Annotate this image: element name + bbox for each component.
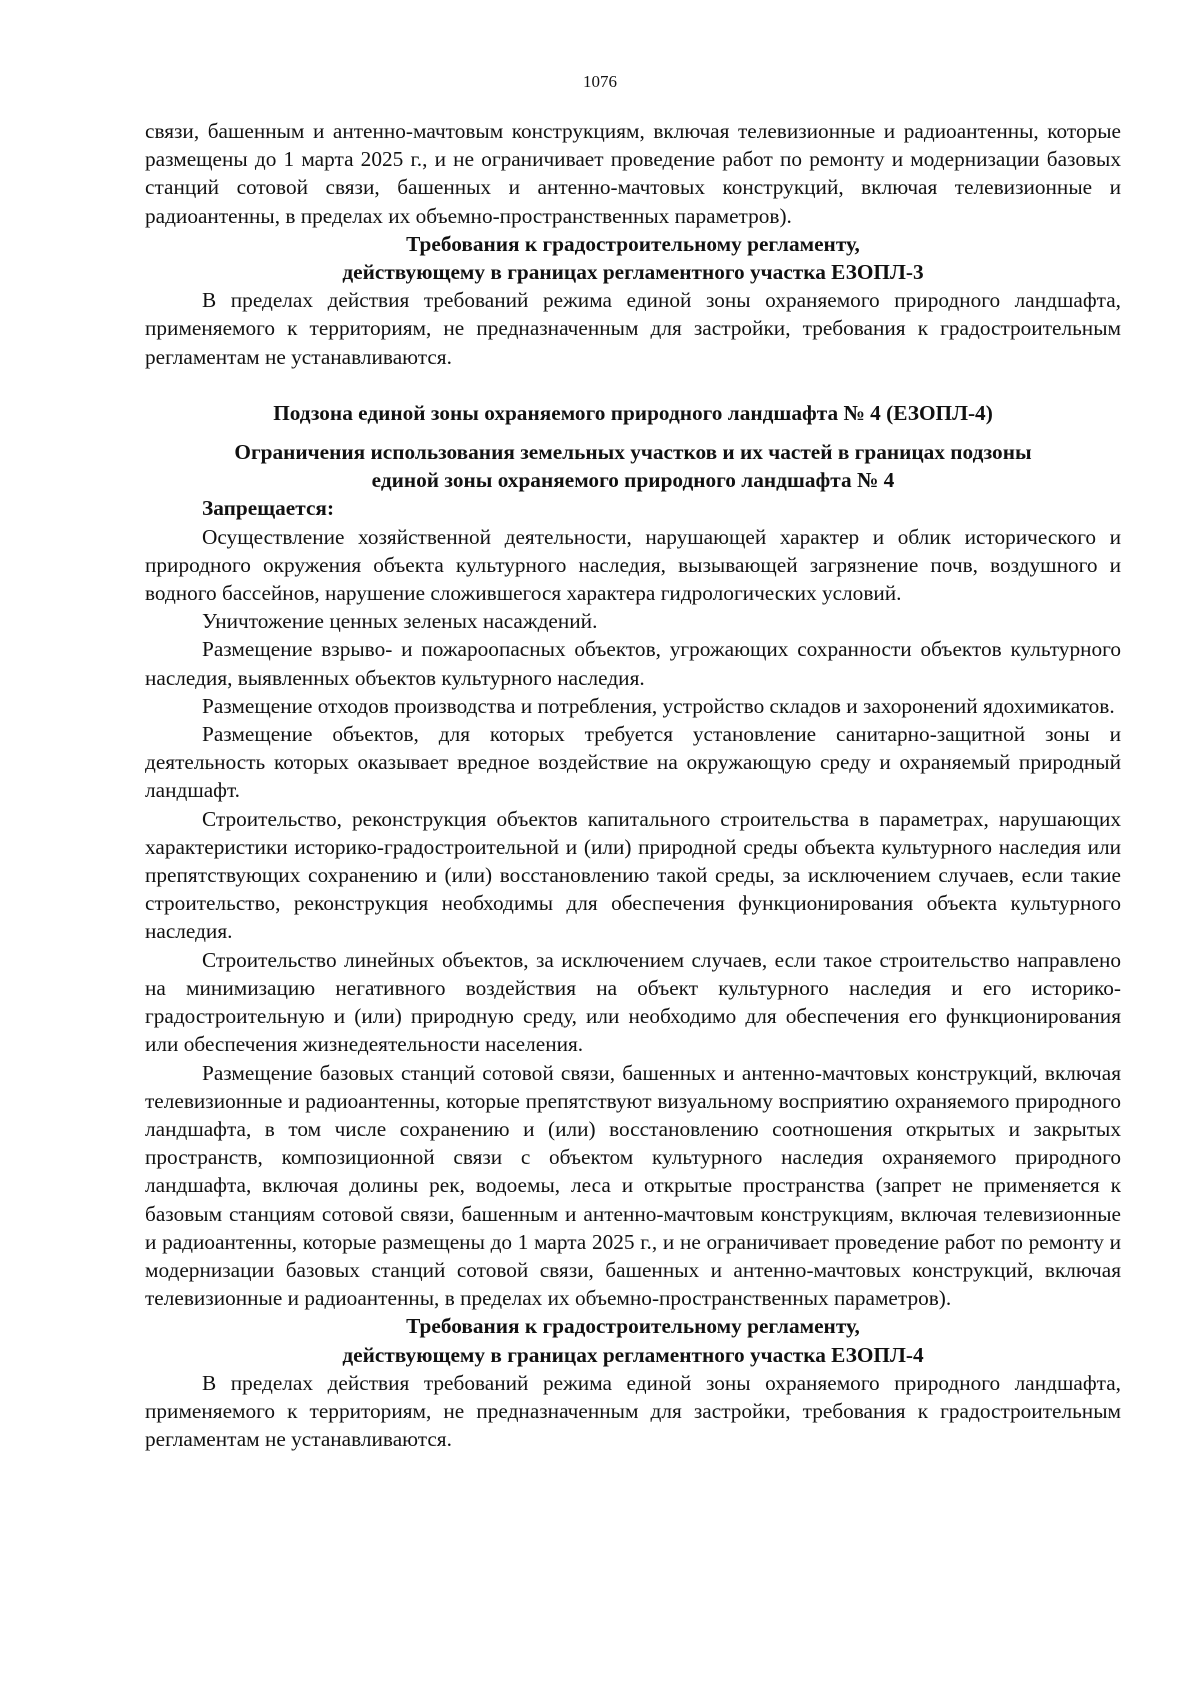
requirements-heading-ezopl-3-line-2: действующему в границах регламентного участка ЕЗОПЛ-3 [342,260,924,285]
requirements-text-ezopl-4: В пределах действия требований режима единой зоны охраняемого природного ландшафта, применяемого к территориям, не предназначенным для застройки, требования к градостроительным регламентам не устанавливаются. [145,1370,1121,1452]
document-body [145,117,1121,1453]
restrictions-heading-line-2: единой зоны охраняемого природного ландшафта № 4 [371,468,895,493]
requirements-heading-ezopl-4-line-2: действующему в границах регламентного участка ЕЗОПЛ-4 [342,1342,924,1367]
requirements-heading-ezopl-4-line-1: Требования к градостроительному регламенту, [406,1314,860,1339]
requirements-heading-ezopl-3-line-1: Требования к градостроительному регламенту, [406,231,860,256]
prohibition-item: Размещение базовых станций сотовой связи, башенных и антенно-мачтовых конструкций, включая телевизионные и радиоантенны, которые препятствуют визуальному восприятию охраняемого природного ландшафта, в том числе сохранению и (или) восстановлению соотношения открытых и закрытых пространств, композиционной связи с объектом культурного наследия охраняемого природного ландшафта, включая долины рек, водоемы, леса и открытые пространства (запрет не применяется к базовым станциям сотовой связи, башенным и антенно-мачтовым конструкциям, включая телевизионные и радиоантенны, которые размещены до 1 марта 2025 г., и не ограничивает проведение работ по ремонту и модернизации базовых станций сотовой связи, башенных и антенно-мачтовых конструкций, включая телевизионные и радиоантенны, в пределах их объемно-пространственных параметров). [145,1060,1121,1311]
prohibition-item: Размещение отходов производства и потребления, устройство складов и захоронений ядохимикатов. [202,693,1115,718]
page-number: 1076 [583,72,617,91]
spacer [145,371,1121,399]
prohibition-item: Осуществление хозяйственной деятельности, нарушающей характер и облик исторического и природного окружения объекта культурного наследия, вызывающей загрязнение почв, воздушного и водного бассейнов, нарушение сложившегося характера гидрологических условий. [145,524,1121,606]
requirements-text-ezopl-3: В пределах действия требований режима единой зоны охраняемого природного ландшафта, применяемого к территориям, не предназначенным для застройки, требования к градостроительным регламентам не устанавливаются. [145,288,1121,369]
prohibition-item: Размещение объектов, для которых требуется установление санитарно-защитной зоны и деятельность которых оказывает вредное воздействие на окружающую среду и охраняемый природный ландшафт. [145,722,1121,803]
prohibition-item: Строительство, реконструкция объектов капитального строительства в параметрах, нарушающих характеристики историко-градостроительной и (или) природной среды объекта культурного наследия или препятствующих сохранению и (или) восстановлению такой среды, за исключением случаев, если такие строительство, реконструкция необходимы для обеспечения функционирования объекта культурного наследия. [145,806,1121,944]
continuation-paragraph: связи, башенным и антенно-мачтовым конструкциям, включая телевизионные и радиоантенны, которые размещены до 1 марта 2025 г., и не ограничивает проведение работ по ремонту и модернизации базовых станций сотовой связи, башенных и антенно-мачтовых конструкций, включая телевизионные и радиоантенны, в пределах их объемно-пространственных параметров). [145,119,1121,228]
prohibition-item: Строительство линейных объектов, за исключением случаев, если такое строительство направлено на минимизацию негативного воздействия на объект культурного наследия и его историко-градостроительную и (или) природную среду, или необходимо для обеспечения его функционирования или обеспечения жизнедеятельности населения. [145,947,1121,1057]
restrictions-heading-line-1: Ограничения использования земельных участков и их частей в границах подзоны [234,440,1032,465]
prohibition-item: Уничтожение ценных зеленых насаждений. [202,609,598,634]
prohibition-item: Размещение взрыво- и пожароопасных объектов, угрожающих сохранности объектов культурного наследия, выявленных объектов культурного наследия. [145,637,1121,690]
subzone-heading: Подзона единой зоны охраняемого природного ландшафта № 4 (ЕЗОПЛ-4) [273,400,993,425]
prohibited-label: Запрещается: [202,496,335,521]
spacer [145,427,1121,438]
